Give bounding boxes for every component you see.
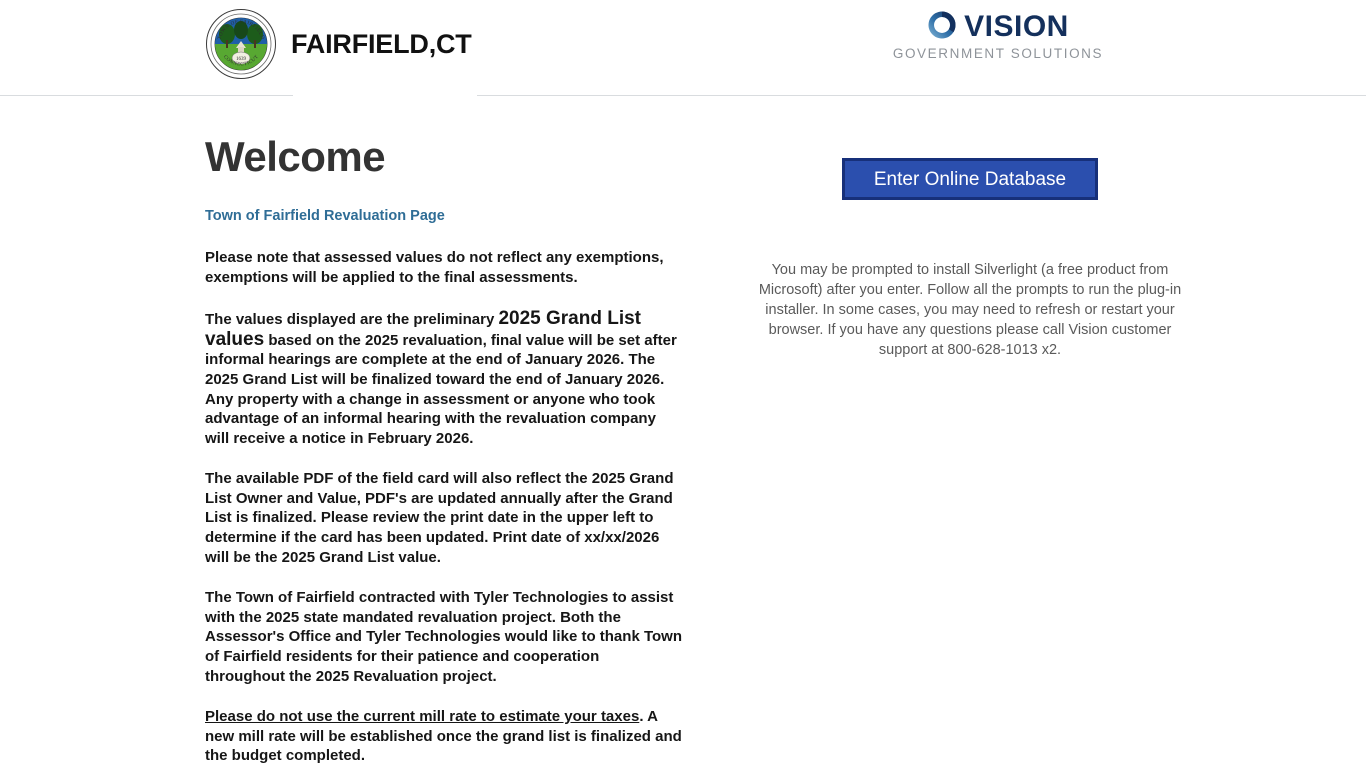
revaluation-page-link[interactable]: Town of Fairfield Revaluation Page [205, 208, 445, 225]
page-title: Welcome [205, 133, 386, 180]
vision-logo [888, 10, 1108, 61]
grand-list-lead-text: The values displayed are the preliminary [205, 311, 499, 329]
grand-list-rest-text: based on the 2025 revaluation, final value will be set after informal hearings are complete at the end of January 2026. The 2025 Grand List will be finalized toward the end of January 2026. Any property with a change in assessment or anyone who took advantage of an informal hearing with the revaluation company will receive a notice in February 2026. [205, 331, 677, 447]
grand-list-emphasis-text: 2025 Grand List values [205, 308, 642, 350]
page-header [0, 0, 1366, 96]
notice-paragraph-mill-rate [205, 686, 683, 766]
town-title: FAIRFIELD,CT [291, 28, 472, 59]
silverlight-install-note: You may be prompted to install Silverlight (a free product from Microsoft) after you enter. Follow all the prompts to run the plug-in installer. In some cases, you may need to refresh or restart your browser. If you have any questions please call Vision customer support at 800-628-1013 x2. [758, 262, 1182, 358]
mill-rate-warning-underlined: Please do not use the current mill rate to estimate your taxes [205, 708, 640, 726]
notice-paragraph-grand-list [205, 287, 683, 448]
svg-text:1639: 1639 [236, 57, 246, 62]
header-divider-right [477, 95, 1366, 96]
notice-paragraph-pdf-field-card: The available PDF of the field card will also reflect the 2025 Grand List Owner and Value, PDF's are updated annually after the Grand List is finalized. Please review the print date in the upper left to determine if the card has been updated. Print date of xx/xx/2026 will be the 2025 Grand List value. [205, 470, 674, 566]
right-column [700, 158, 1240, 360]
notice-paragraph-exemptions: Please note that assessed values do not reflect any exemptions, exemptions will be applied to the final assessments. [205, 248, 664, 286]
header-divider-left [0, 95, 293, 96]
mill-rate-warning-rest: . A new mill rate will be established once the grand list is finalized and the budget completed. [205, 708, 682, 765]
notice-paragraph-tyler-technologies: The Town of Fairfield contracted with Tyler Technologies to assist with the 2025 state mandated revaluation project. Both the Assessor's Office and Tyler Technologies would like to thank Town of Fairfield residents for their patience and cooperation throughout the 2025 Revaluation project. [205, 589, 682, 685]
vision-swirl-icon [927, 10, 957, 45]
vision-name: VISION [964, 10, 1069, 43]
vision-tagline: GOVERNMENT SOLUTIONS [892, 46, 1104, 61]
svg-text:CONNECTICUT: CONNECTICUT [221, 53, 261, 68]
enter-online-database-button[interactable]: Enter Online Database [842, 158, 1098, 200]
town-seal-icon [205, 8, 277, 80]
brand-block [205, 8, 472, 80]
left-column [205, 135, 683, 766]
svg-text:TOWN OF FAIRFIELD: TOWN OF FAIRFIELD [216, 18, 266, 41]
